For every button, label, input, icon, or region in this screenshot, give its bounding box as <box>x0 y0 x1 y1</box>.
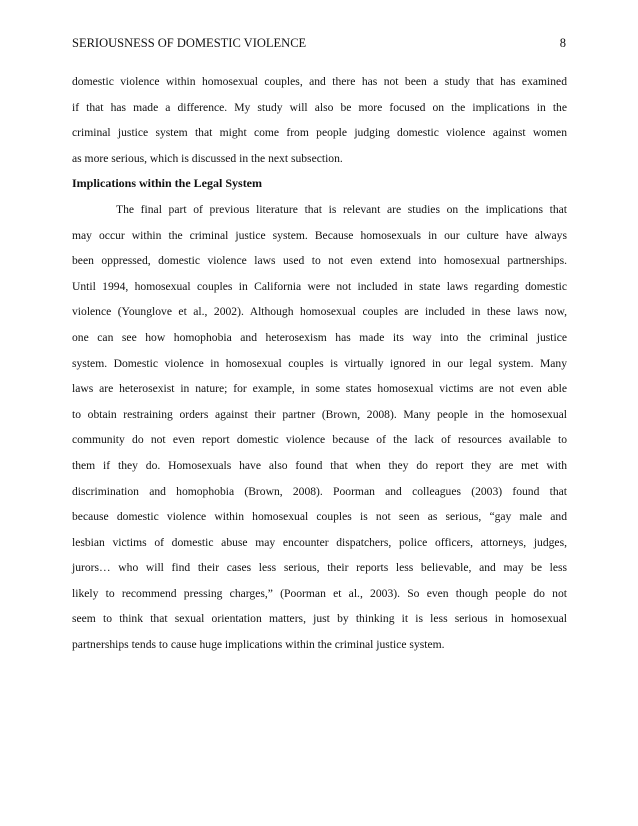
paragraph-line: seem to think that sexual orientation matters, just by thinking it is less serious in homosexual <box>72 612 567 626</box>
paragraph-line: to obtain restraining orders against their partner (Brown, 2008). Many people in the homosexual <box>72 407 567 421</box>
paragraph-line: criminal justice system that might come from people judging domestic violence against women <box>72 126 567 140</box>
paragraph-line: Until 1994, homosexual couples in California were not included in state laws regarding domestic <box>72 279 567 293</box>
section-heading: Implications within the Legal System <box>72 176 263 191</box>
paragraph-line: been oppressed, domestic violence laws used to not even extend into homosexual partnerships. <box>72 254 567 268</box>
paragraph-line: The final part of previous literature that is relevant are studies on the implications that <box>116 202 567 216</box>
paragraph-line: partnerships tends to cause huge implications within the criminal justice system. <box>72 638 445 652</box>
paragraph-line: lesbian victims of domestic abuse may encounter dispatchers, police officers, attorneys, judges, <box>72 535 567 549</box>
page-number: 8 <box>559 36 566 50</box>
paragraph-line: as more serious, which is discussed in the next subsection. <box>72 151 343 165</box>
paragraph-line: because domestic violence within homosexual couples is not seen as serious, “gay male and <box>72 510 567 524</box>
paragraph-line: discrimination and homophobia (Brown, 2008). Poorman and colleagues (2003) found that <box>72 484 567 498</box>
paragraph-line: may occur within the criminal justice system. Because homosexuals in our culture have always <box>72 228 567 242</box>
paragraph-line: likely to recommend pressing charges,” (Poorman et al., 2003). So even though people do not <box>72 586 567 600</box>
running-head: SERIOUSNESS OF DOMESTIC VIOLENCE <box>72 36 307 50</box>
paragraph-line: laws are heterosexist in nature; for example, in some states homosexual victims are not even able <box>72 382 567 396</box>
paragraph-line: community do not even report domestic violence because of the lack of resources available to <box>72 433 567 447</box>
paragraph-line: system. Domestic violence in homosexual couples is virtually ignored in our legal system. Many <box>72 356 567 370</box>
paragraph-line: domestic violence within homosexual couples, and there has not been a study that has examined <box>72 75 567 88</box>
paragraph-line: if that has made a difference. My study will also be more focused on the implications in the <box>72 100 567 114</box>
body-text <box>72 69 567 658</box>
paragraph-line: them if they do. Homosexuals have also found that when they do report they are met with <box>72 458 567 472</box>
paragraph-line: one can see how homophobia and heterosexism has made its way into the criminal justice <box>72 330 567 344</box>
paragraph-line: violence (Younglove et al., 2002). Although homosexual couples are included in these laws now, <box>72 305 567 319</box>
paragraph-line: jurors… who will find their cases less serious, their reports less believable, and may be less <box>72 561 567 575</box>
